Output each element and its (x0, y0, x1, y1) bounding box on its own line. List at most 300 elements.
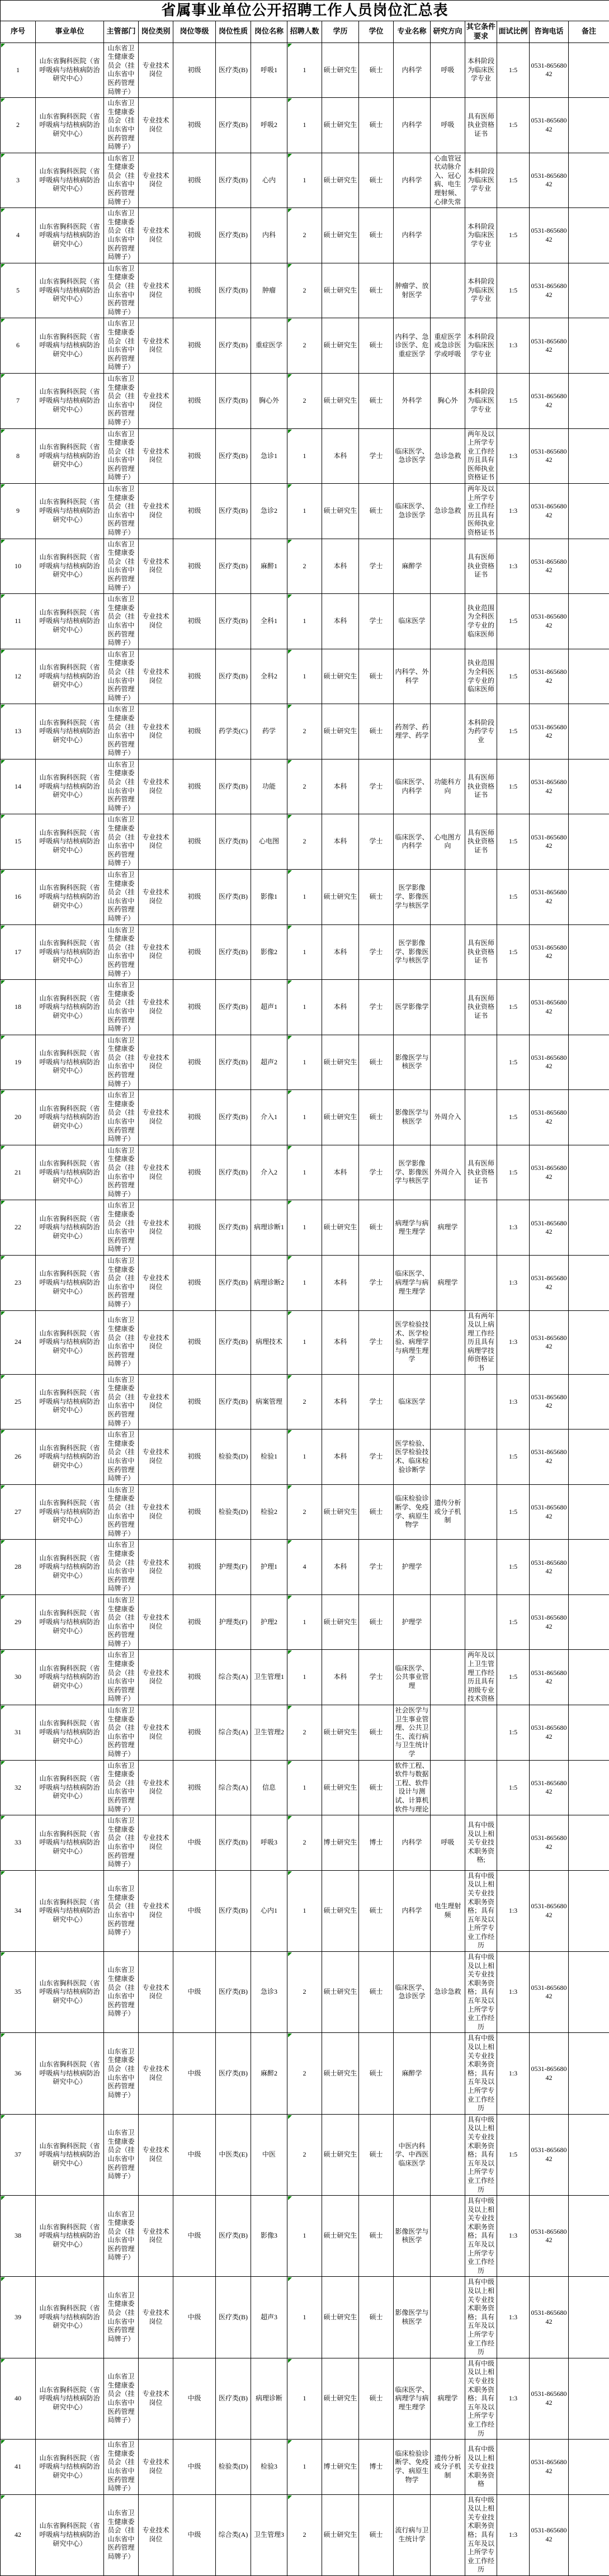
table-cell: 专业技术岗位 (139, 1540, 173, 1595)
table-cell: 山东省胸科医院（省呼吸病与结核病防治研究中心） (36, 1090, 104, 1145)
table-cell: 内科学、急诊医学、危重症医学 (394, 318, 431, 374)
table-cell: 全科1 (251, 594, 287, 649)
table-cell: 影像1 (251, 870, 287, 925)
table-cell: 初级 (173, 208, 216, 263)
table-cell: 9 (1, 484, 36, 539)
table-cell: 23 (1, 1255, 36, 1310)
table-cell (569, 428, 609, 484)
table-cell: 专业技术岗位 (139, 704, 173, 759)
table-cell: 超声1 (251, 980, 287, 1035)
table-cell: 初级 (173, 484, 216, 539)
table-cell: 初级 (173, 649, 216, 704)
table-cell: 初级 (173, 263, 216, 318)
table-cell: 山东省胸科医院（省呼吸病与结核病防治研究中心） (36, 759, 104, 814)
table-cell: 0531-86568042 (530, 1429, 569, 1485)
table-cell: 山东省卫生健康委员会（挂山东省中医药管理局牌子） (104, 1429, 139, 1485)
table-cell: 硕士 (359, 43, 394, 98)
table-cell: 0531-86568042 (530, 1952, 569, 2033)
table-cell: 2 (287, 2114, 322, 2195)
table-cell (569, 2358, 609, 2439)
table-row (1, 98, 609, 153)
table-cell: 2 (287, 2033, 322, 2114)
table-cell: 初级 (173, 43, 216, 98)
table-cell: 医疗类(B) (216, 1145, 251, 1200)
table-cell: 中医 (251, 2114, 287, 2195)
table-cell (569, 2033, 609, 2114)
table-cell: 山东省卫生健康委员会（挂山东省中医药管理局牌子） (104, 2277, 139, 2358)
table-cell: 肿瘤 (251, 263, 287, 318)
table-cell: 呼吸 (431, 98, 465, 153)
table-cell: 0531-86568042 (530, 1594, 569, 1650)
table-cell: 本科 (322, 1540, 359, 1595)
table-cell: 本科 (322, 980, 359, 1035)
column-header: 招聘人数 (287, 21, 322, 43)
table-cell: 山东省卫生健康委员会（挂山东省中医药管理局牌子） (104, 43, 139, 98)
table-row (1, 1255, 609, 1310)
table-cell: 影像医学与核医学 (394, 1035, 431, 1090)
table-cell: 呼吸1 (251, 43, 287, 98)
table-cell: 1 (287, 1650, 322, 1705)
table-cell: 山东省胸科医院（省呼吸病与结核病防治研究中心） (36, 649, 104, 704)
table-cell: 执业范围为全科医学专业的临床医师 (465, 649, 497, 704)
table-cell (569, 1870, 609, 1951)
table-cell: 1:5 (497, 2114, 530, 2195)
table-cell: 急诊3 (251, 1952, 287, 2033)
table-cell (569, 1035, 609, 1090)
table-cell: 2 (287, 1815, 322, 1871)
table-cell: 山东省卫生健康委员会（挂山东省中医药管理局牌子） (104, 1090, 139, 1145)
table-cell: 1:5 (497, 594, 530, 649)
table-cell: 1 (287, 1200, 322, 1256)
table-cell: 护理类(F) (216, 1540, 251, 1595)
table-cell (569, 2494, 609, 2575)
table-cell: 1:3 (497, 539, 530, 594)
table-cell: 0531-86568042 (530, 1090, 569, 1145)
table-cell: 1:5 (497, 1090, 530, 1145)
table-cell: 1:3 (497, 2196, 530, 2277)
table-row (1, 1952, 609, 2033)
table-cell: 山东省卫生健康委员会（挂山东省中医药管理局牌子） (104, 153, 139, 208)
table-cell: 山东省卫生健康委员会（挂山东省中医药管理局牌子） (104, 1310, 139, 1374)
table-cell: 0531-86568042 (530, 428, 569, 484)
table-cell: 学士 (359, 539, 394, 594)
table-cell (569, 539, 609, 594)
table-cell: 医疗类(B) (216, 870, 251, 925)
table-cell: 医学检验技术、医学检验、病理学与病理生理学 (394, 1310, 431, 1374)
table-cell: 初级 (173, 318, 216, 374)
table-cell: 内科学 (394, 1870, 431, 1951)
table-cell: 39 (1, 2277, 36, 2358)
table-cell: 内科学 (394, 1815, 431, 1871)
table-cell: 山东省胸科医院（省呼吸病与结核病防治研究中心） (36, 428, 104, 484)
table-cell: 初级 (173, 1650, 216, 1705)
table-cell: 32 (1, 1760, 36, 1815)
table-row (1, 1484, 609, 1540)
table-cell: 临床医学、内科学 (394, 759, 431, 814)
table-cell: 专业技术岗位 (139, 43, 173, 98)
table-cell: 专业技术岗位 (139, 2494, 173, 2575)
table-cell: 专业技术岗位 (139, 1594, 173, 1650)
table-cell (569, 759, 609, 814)
table-row (1, 1705, 609, 1761)
table-cell: 初级 (173, 1255, 216, 1310)
table-cell: 1:5 (497, 814, 530, 870)
column-header: 岗位类别 (139, 21, 173, 43)
table-cell: 山东省卫生健康委员会（挂山东省中医药管理局牌子） (104, 373, 139, 428)
column-header-row (1, 21, 609, 43)
table-cell (497, 2440, 530, 2495)
table-cell: 山东省卫生健康委员会（挂山东省中医药管理局牌子） (104, 2196, 139, 2277)
table-cell: 硕士 (359, 1484, 394, 1540)
table-cell: 27 (1, 1484, 36, 1540)
table-cell (431, 1650, 465, 1705)
table-cell: 0531-86568042 (530, 2114, 569, 2195)
table-cell: 中级 (173, 1952, 216, 2033)
table-cell: 1:5 (497, 704, 530, 759)
table-cell: 山东省胸科医院（省呼吸病与结核病防治研究中心） (36, 1815, 104, 1871)
table-cell: 山东省卫生健康委员会（挂山东省中医药管理局牌子） (104, 208, 139, 263)
table-cell: 1:3 (497, 2033, 530, 2114)
table-cell: 中级 (173, 2277, 216, 2358)
table-cell (569, 1760, 609, 1815)
table-cell: 山东省胸科医院（省呼吸病与结核病防治研究中心） (36, 814, 104, 870)
table-cell (431, 1310, 465, 1374)
table-cell: 临床检验诊断学、免疫学、病原生物学 (394, 1484, 431, 1540)
table-cell: 影像2 (251, 924, 287, 980)
table-cell: 山东省卫生健康委员会（挂山东省中医药管理局牌子） (104, 2114, 139, 2195)
table-cell: 0531-86568042 (530, 1310, 569, 1374)
table-cell: 硕士 (359, 484, 394, 539)
table-cell: 0531-86568042 (530, 924, 569, 980)
table-cell: 初级 (173, 1429, 216, 1485)
table-row (1, 594, 609, 649)
table-cell: 硕士研究生 (322, 2196, 359, 2277)
table-cell: 0531-86568042 (530, 2494, 569, 2575)
table-cell: 硕士研究生 (322, 263, 359, 318)
table-cell: 学士 (359, 759, 394, 814)
table-cell: 山东省胸科医院（省呼吸病与结核病防治研究中心） (36, 924, 104, 980)
table-cell: 1:5 (497, 373, 530, 428)
table-cell: 初级 (173, 1594, 216, 1650)
table-cell: 麻醉学 (394, 539, 431, 594)
table-cell: 18 (1, 980, 36, 1035)
table-cell: 学士 (359, 924, 394, 980)
table-cell: 1:5 (497, 649, 530, 704)
table-cell: 山东省胸科医院（省呼吸病与结核病防治研究中心） (36, 1145, 104, 1200)
table-cell: 山东省卫生健康委员会（挂山东省中医药管理局牌子） (104, 1594, 139, 1650)
table-row (1, 649, 609, 704)
table-row (1, 704, 609, 759)
table-cell: 具有中级及以上相关专业技术职务资格；具有五年及以上所学专业工作经历 (465, 1870, 497, 1951)
table-cell: 综合类(A) (216, 1760, 251, 1815)
table-cell: 中医内科学、中西医临床医学 (394, 2114, 431, 2195)
table-cell: 学士 (359, 1310, 394, 1374)
table-cell: 功能科方向 (431, 759, 465, 814)
table-cell: 1:5 (497, 759, 530, 814)
table-row (1, 2440, 609, 2495)
table-cell: 中医类(E) (216, 2114, 251, 2195)
table-cell: 介入2 (251, 1145, 287, 1200)
table-cell: 专业技术岗位 (139, 2358, 173, 2439)
table-cell: 医学影像学 (394, 980, 431, 1035)
table-cell (569, 318, 609, 374)
table-cell: 内科学 (394, 43, 431, 98)
table-cell: 医疗类(B) (216, 1815, 251, 1871)
table-cell: 山东省胸科医院（省呼吸病与结核病防治研究中心） (36, 1200, 104, 1256)
table-cell: 急诊急救 (431, 428, 465, 484)
table-cell: 42 (1, 2494, 36, 2575)
table-cell: 检验1 (251, 1429, 287, 1485)
table-cell: 山东省胸科医院（省呼吸病与结核病防治研究中心） (36, 2114, 104, 2195)
table-cell (569, 704, 609, 759)
table-cell: 医学影像学、影像医学与核医学 (394, 1145, 431, 1200)
table-cell (431, 263, 465, 318)
table-cell: 0531-86568042 (530, 153, 569, 208)
table-cell: 检验2 (251, 1484, 287, 1540)
table-cell: 本科 (322, 924, 359, 980)
table-cell: 药剂学、药理学、药学 (394, 704, 431, 759)
table-cell: 专业技术岗位 (139, 428, 173, 484)
table-cell: 硕士研究生 (322, 2114, 359, 2195)
table-cell: 0531-86568042 (530, 1815, 569, 1871)
table-cell: 山东省胸科医院（省呼吸病与结核病防治研究中心） (36, 1310, 104, 1374)
table-cell: 1:3 (497, 1200, 530, 1256)
table-cell: 1:5 (497, 263, 530, 318)
table-cell: 介入1 (251, 1090, 287, 1145)
table-cell: 山东省胸科医院（省呼吸病与结核病防治研究中心） (36, 318, 104, 374)
table-cell: 1:5 (497, 1484, 530, 1540)
column-header: 序号 (1, 21, 36, 43)
table-cell: 硕士研究生 (322, 704, 359, 759)
table-cell (465, 1090, 497, 1145)
table-cell: 硕士 (359, 2494, 394, 2575)
table-cell: 硕士研究生 (322, 1484, 359, 1540)
table-cell: 医疗类(B) (216, 428, 251, 484)
table-cell: 41 (1, 2440, 36, 2495)
table-cell: 0531-86568042 (530, 1200, 569, 1256)
table-cell: 初级 (173, 1145, 216, 1200)
table-cell (569, 373, 609, 428)
table-row (1, 539, 609, 594)
table-cell: 临床医学、内科学 (394, 814, 431, 870)
table-cell: 医疗类(B) (216, 1374, 251, 1429)
table-cell (465, 1200, 497, 1256)
table-cell: 专业技术岗位 (139, 759, 173, 814)
table-cell: 硕士研究生 (322, 153, 359, 208)
table-cell: 山东省胸科医院（省呼吸病与结核病防治研究中心） (36, 208, 104, 263)
table-cell: 专业技术岗位 (139, 263, 173, 318)
table-cell: 初级 (173, 814, 216, 870)
table-cell: 中级 (173, 2033, 216, 2114)
table-cell: 初级 (173, 1484, 216, 1540)
table-cell (569, 2196, 609, 2277)
table-cell: 22 (1, 1200, 36, 1256)
table-cell (465, 870, 497, 925)
table-cell: 护理学 (394, 1594, 431, 1650)
table-cell: 硕士研究生 (322, 2494, 359, 2575)
table-cell: 山东省胸科医院（省呼吸病与结核病防治研究中心） (36, 1255, 104, 1310)
column-header: 岗位等级 (173, 21, 216, 43)
table-cell: 硕士 (359, 208, 394, 263)
table-row (1, 373, 609, 428)
table-cell: 具有医师执业资格证书 (465, 814, 497, 870)
table-cell: 29 (1, 1594, 36, 1650)
table-cell: 急诊2 (251, 484, 287, 539)
table-cell: 初级 (173, 1310, 216, 1374)
table-cell: 具有中级及以上相关专业技术职务资格 (465, 2440, 497, 2495)
table-cell: 14 (1, 759, 36, 814)
table-cell: 学士 (359, 594, 394, 649)
table-cell: 2 (287, 2494, 322, 2575)
table-cell: 1 (287, 2196, 322, 2277)
table-cell: 硕士 (359, 2033, 394, 2114)
column-header: 备注 (569, 21, 609, 43)
table-cell: 1:3 (497, 1374, 530, 1429)
table-cell: 具有中级及以上相关专业技术职务资格；具有五年及以上所学专业工作经历 (465, 2196, 497, 2277)
table-cell: 具有医师执业资格证书 (465, 1145, 497, 1200)
table-cell: 8 (1, 428, 36, 484)
table-cell: 2 (1, 98, 36, 153)
table-cell: 山东省卫生健康委员会（挂山东省中医药管理局牌子） (104, 814, 139, 870)
table-cell: 硕士研究生 (322, 1200, 359, 1256)
table-cell: 硕士研究生 (322, 1594, 359, 1650)
table-cell: 硕士 (359, 263, 394, 318)
table-cell: 初级 (173, 759, 216, 814)
table-cell: 12 (1, 649, 36, 704)
table-cell: 山东省胸科医院（省呼吸病与结核病防治研究中心） (36, 373, 104, 428)
table-cell (431, 924, 465, 980)
table-cell: 山东省卫生健康委员会（挂山东省中医药管理局牌子） (104, 1484, 139, 1540)
table-cell: 山东省胸科医院（省呼吸病与结核病防治研究中心） (36, 263, 104, 318)
table-cell: 1:3 (497, 1870, 530, 1951)
table-cell: 麻醉学 (394, 2033, 431, 2114)
table-cell: 专业技术岗位 (139, 1705, 173, 1761)
table-cell: 临床医学、急诊医学 (394, 1952, 431, 2033)
table-cell: 本科 (322, 1255, 359, 1310)
table-row (1, 153, 609, 208)
table-cell: 山东省胸科医院（省呼吸病与结核病防治研究中心） (36, 1705, 104, 1761)
table-cell: 心血管冠状动脉介入、冠心病、电生理射频、心律失常 (431, 153, 465, 208)
table-cell (569, 1484, 609, 1540)
table-cell: 山东省卫生健康委员会（挂山东省中医药管理局牌子） (104, 980, 139, 1035)
table-row (1, 1374, 609, 1429)
table-cell: 0531-86568042 (530, 208, 569, 263)
table-cell: 本科阶段为临床医学专业 (465, 208, 497, 263)
table-cell: 检验类(D) (216, 1429, 251, 1485)
table-cell: 1 (287, 428, 322, 484)
table-cell: 本科 (322, 428, 359, 484)
table-cell: 5 (1, 263, 36, 318)
table-cell: 初级 (173, 1090, 216, 1145)
table-cell: 1:5 (497, 1594, 530, 1650)
table-cell: 初级 (173, 924, 216, 980)
table-cell: 重症医学 (251, 318, 287, 374)
table-row (1, 208, 609, 263)
table-cell: 遗传分析或分子机制 (431, 2440, 465, 2495)
table-row (1, 1815, 609, 1871)
table-cell: 专业技术岗位 (139, 318, 173, 374)
table-cell: 卫生管理3 (251, 2494, 287, 2575)
table-cell: 36 (1, 2033, 36, 2114)
table-cell: 中级 (173, 1870, 216, 1951)
table-cell: 初级 (173, 373, 216, 428)
table-row (1, 1540, 609, 1595)
table-cell: 1:3 (497, 428, 530, 484)
table-cell (465, 1705, 497, 1761)
table-cell: 检验类(D) (216, 1484, 251, 1540)
table-cell: 2 (287, 814, 322, 870)
table-cell: 37 (1, 2114, 36, 2195)
table-cell: 38 (1, 2196, 36, 2277)
table-cell: 本科 (322, 1429, 359, 1485)
table-cell: 学士 (359, 1374, 394, 1429)
table-cell: 山东省卫生健康委员会（挂山东省中医药管理局牌子） (104, 263, 139, 318)
table-cell: 专业技术岗位 (139, 1090, 173, 1145)
table-cell: 硕士研究生 (322, 1760, 359, 1815)
table-cell: 病理学 (431, 2358, 465, 2439)
table-cell: 硕士 (359, 2277, 394, 2358)
page-title: 省属事业单位公开招聘工作人员岗位汇总表 (1, 1, 609, 21)
table-cell: 山东省卫生健康委员会（挂山东省中医药管理局牌子） (104, 2358, 139, 2439)
table-cell: 临床医学 (394, 594, 431, 649)
table-cell: 1:5 (497, 1540, 530, 1595)
table-cell: 医疗类(B) (216, 2033, 251, 2114)
table-cell: 功能 (251, 759, 287, 814)
table-cell: 35 (1, 1952, 36, 2033)
table-cell: 本科阶段为临床医学专业 (465, 153, 497, 208)
table-cell: 学士 (359, 1255, 394, 1310)
table-cell: 山东省卫生健康委员会（挂山东省中医药管理局牌子） (104, 759, 139, 814)
table-cell: 初级 (173, 539, 216, 594)
table-cell: 博士 (359, 1815, 394, 1871)
table-cell: 山东省胸科医院（省呼吸病与结核病防治研究中心） (36, 98, 104, 153)
table-cell: 初级 (173, 870, 216, 925)
table-cell (431, 649, 465, 704)
table-cell (465, 1255, 497, 1310)
table-cell: 内科学 (394, 98, 431, 153)
table-cell: 专业技术岗位 (139, 484, 173, 539)
table-cell: 专业技术岗位 (139, 208, 173, 263)
table-cell: 0531-86568042 (530, 1760, 569, 1815)
table-cell: 山东省卫生健康委员会（挂山东省中医药管理局牌子） (104, 1815, 139, 1871)
table-cell: 外科学 (394, 373, 431, 428)
table-cell (569, 924, 609, 980)
table-cell: 硕士 (359, 153, 394, 208)
table-cell: 1 (287, 1310, 322, 1374)
table-cell: 硕士研究生 (322, 2358, 359, 2439)
table-cell: 0531-86568042 (530, 539, 569, 594)
table-cell: 医疗类(B) (216, 594, 251, 649)
table-cell: 社会医学与卫生事业管理、公共卫生、流行病与卫生统计学 (394, 1705, 431, 1761)
table-cell: 学士 (359, 1145, 394, 1200)
table-row (1, 1429, 609, 1485)
table-cell: 临床医学 (394, 1374, 431, 1429)
table-cell: 硕士 (359, 2196, 394, 2277)
table-cell: 具有中级及以上相关专业技术职务资格; (465, 1815, 497, 1871)
table-cell: 山东省胸科医院（省呼吸病与结核病防治研究中心） (36, 539, 104, 594)
table-cell (569, 1594, 609, 1650)
table-cell: 具有医师执业资格证书 (465, 980, 497, 1035)
table-cell: 1:5 (497, 1650, 530, 1705)
table-cell: 本科 (322, 1374, 359, 1429)
table-cell: 山东省卫生健康委员会（挂山东省中医药管理局牌子） (104, 1870, 139, 1951)
table-cell: 山东省胸科医院（省呼吸病与结核病防治研究中心） (36, 484, 104, 539)
table-cell: 具有医师执业资格证书 (465, 539, 497, 594)
table-cell: 19 (1, 1035, 36, 1090)
table-cell: 学士 (359, 980, 394, 1035)
table-cell: 卫生管理2 (251, 1705, 287, 1761)
table-cell: 医疗类(B) (216, 318, 251, 374)
